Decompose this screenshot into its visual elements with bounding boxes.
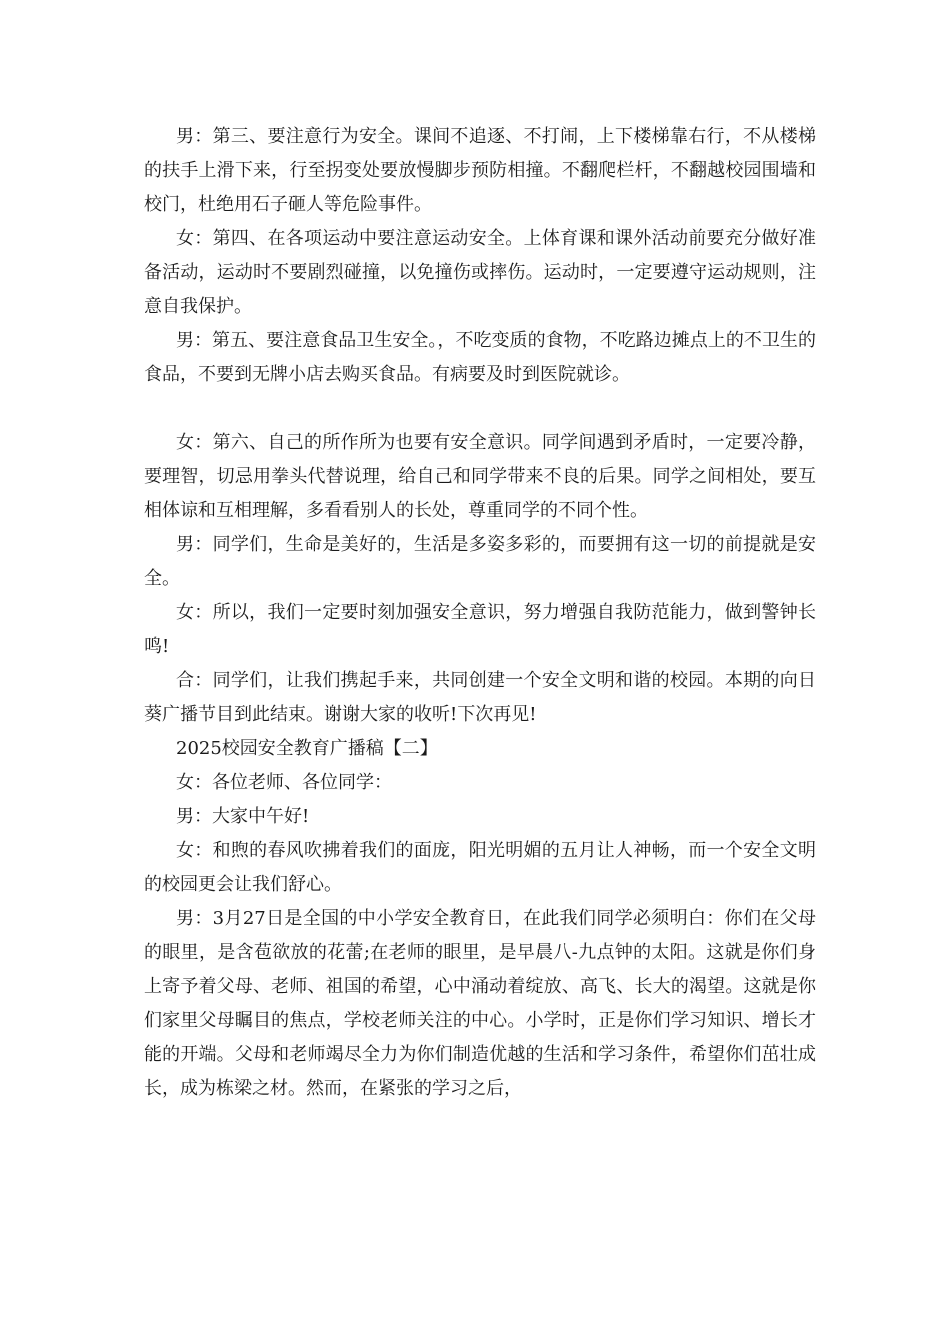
paragraph-male-behavior-safety: 男：第三、要注意行为安全。课间不追逐、不打闹，上下楼梯靠右行，不从楼梯的扶手上滑下来，行至拐变处要放慢脚步预防相撞。不翻爬栏杆，不翻越校园围墙和校门，杜绝用石子砸人等危险事件。 [144, 126, 816, 215]
paragraph-male-food-safety: 男：第五、要注意食品卫生安全。，不吃变质的食物，不吃路边摊点上的不卫生的食品，不要到无牌小店去购买食品。有病要及时到医院就诊。 [144, 330, 816, 385]
paragraph-female-sports-safety: 女：第四、在各项运动中要注意运动安全。上体育课和课外活动前要充分做好准备活动，运动时不要剧烈碰撞，以免撞伤或摔伤。运动时，一定要遵守运动规则，注意自我保护。 [144, 228, 816, 317]
paragraph-gap [144, 392, 816, 426]
document-body [144, 120, 816, 1106]
paragraph-male-greeting: 男：大家中午好! [176, 806, 310, 827]
paragraph-female-spring: 女：和煦的春风吹拂着我们的面庞，阳光明媚的五月让人神畅，而一个安全文明的校园更会让我们舒心。 [144, 840, 816, 895]
paragraph-female-greeting: 女：各位老师、各位同学： [176, 772, 392, 793]
section-heading-part-two: 2025校园安全教育广播稿【二】 [176, 738, 438, 759]
paragraph-male-life-is-beautiful: 男：同学们，生命是美好的，生活是多姿多彩的，而要拥有这一切的前提就是安全。 [144, 534, 816, 589]
paragraph-male-safety-day: 男：3月27日是全国的中小学安全教育日，在此我们同学必须明白：你们在父母的眼里，是含苞欲放的花蕾;在老师的眼里，是早晨八-九点钟的太阳。这就是你们身上寄予着父母、老师、祖国的希望，心中涌动着绽放、高飞、长大的渴望。这就是你们家里父母瞩目的焦点，学校老师关注的中心。小学时，正是你们学习知识、增长才能的开端。父母和老师竭尽全力为你们制造优越的生活和学习条件，希望你们茁壮成长，成为栋梁之材。然而，在紧张的学习之后， [144, 908, 816, 1099]
paragraph-together-closing: 合：同学们，让我们携起手来，共同创建一个安全文明和谐的校园。本期的向日葵广播节目到此结束。谢谢大家的收听!下次再见! [144, 670, 816, 725]
paragraph-female-awareness: 女：所以，我们一定要时刻加强安全意识，努力增强自我防范能力，做到警钟长鸣! [144, 602, 816, 657]
paragraph-female-conduct-safety: 女：第六、自己的所作所为也要有安全意识。同学间遇到矛盾时，一定要冷静，要理智，切忌用拳头代替说理，给自己和同学带来不良的后果。同学之间相处，要互相体谅和互相理解，多看看别人的长处，尊重同学的不同个性。 [144, 432, 816, 521]
